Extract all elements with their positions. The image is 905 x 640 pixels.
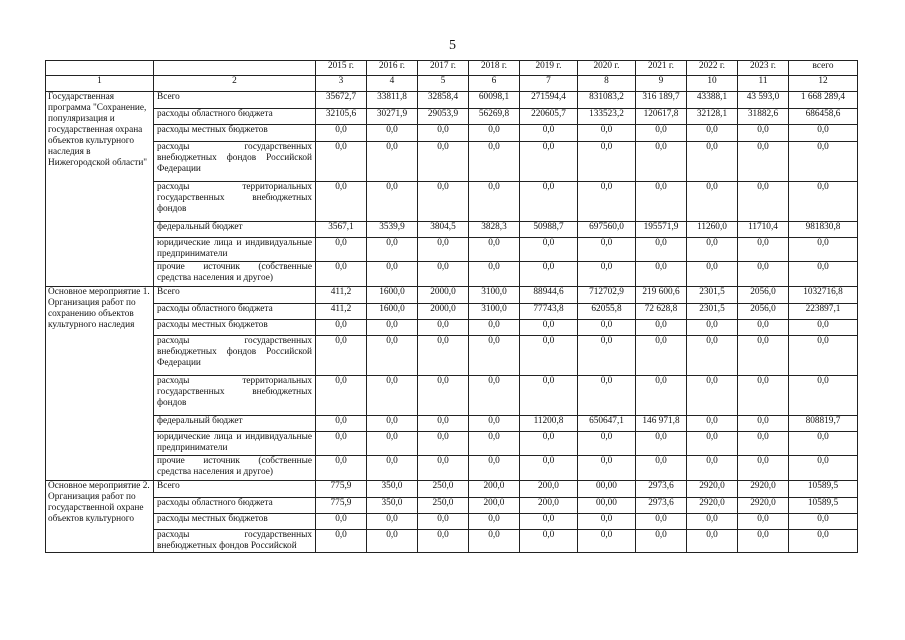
column-number: 9	[636, 76, 687, 92]
total-value-cell: 0,0	[789, 262, 858, 287]
total-value-cell: 686458,6	[789, 109, 858, 125]
value-cell: 0,0	[636, 376, 687, 416]
table-row	[46, 336, 858, 376]
value-cell: 3100,0	[469, 287, 520, 304]
value-cell: 2973,6	[636, 481, 687, 498]
value-cell: 0,0	[738, 530, 789, 553]
value-cell: 712702,9	[578, 287, 636, 304]
column-number: 8	[578, 76, 636, 92]
value-cell: 62055,8	[578, 304, 636, 320]
total-value-cell: 223897,1	[789, 304, 858, 320]
value-cell: 650647,1	[578, 416, 636, 432]
value-cell: 32858,4	[418, 92, 469, 109]
value-cell: 0,0	[520, 142, 578, 182]
value-cell: 0,0	[469, 432, 520, 456]
value-cell: 120617,8	[636, 109, 687, 125]
value-cell: 0,0	[738, 456, 789, 481]
value-cell: 0,0	[520, 514, 578, 530]
table-row	[46, 142, 858, 182]
value-cell: 0,0	[520, 182, 578, 222]
value-cell: 0,0	[367, 530, 418, 553]
value-cell: 0,0	[687, 376, 738, 416]
column-number: 5	[418, 76, 469, 92]
funding-source-label: юридические лица и индивидуальные предприниматели	[154, 238, 316, 262]
value-cell: 0,0	[636, 262, 687, 287]
funding-source-label: расходы местных бюджетов	[154, 320, 316, 336]
value-cell: 0,0	[367, 142, 418, 182]
funding-source-label: федеральный бюджет	[154, 222, 316, 238]
value-cell: 0,0	[316, 336, 367, 376]
value-cell: 0,0	[578, 125, 636, 142]
value-cell: 0,0	[316, 142, 367, 182]
value-cell: 0,0	[738, 182, 789, 222]
value-cell: 0,0	[520, 125, 578, 142]
value-cell: 0,0	[578, 514, 636, 530]
funding-source-label: расходы государственных внебюджетных фондов Российской Федерации	[154, 336, 316, 376]
value-cell: 77743,8	[520, 304, 578, 320]
value-cell: 0,0	[520, 320, 578, 336]
value-cell: 200,0	[469, 498, 520, 514]
value-cell: 250,0	[418, 498, 469, 514]
value-cell: 2973,6	[636, 498, 687, 514]
value-cell: 0,0	[687, 416, 738, 432]
column-number-row	[46, 76, 858, 92]
funding-source-label: расходы государственных внебюджетных фондов Российской	[154, 530, 316, 553]
value-cell: 0,0	[687, 432, 738, 456]
table-row	[46, 222, 858, 238]
value-cell: 0,0	[738, 416, 789, 432]
value-cell: 00,00	[578, 498, 636, 514]
value-cell: 0,0	[636, 530, 687, 553]
total-value-cell: 0,0	[789, 238, 858, 262]
total-value-cell: 0,0	[789, 376, 858, 416]
value-cell: 60098,1	[469, 92, 520, 109]
value-cell: 0,0	[738, 376, 789, 416]
value-cell: 411,2	[316, 287, 367, 304]
value-cell: 0,0	[418, 320, 469, 336]
value-cell: 0,0	[687, 320, 738, 336]
value-cell: 0,0	[469, 320, 520, 336]
table-row	[46, 432, 858, 456]
value-cell: 0,0	[578, 432, 636, 456]
value-cell: 0,0	[636, 182, 687, 222]
value-cell: 271594,4	[520, 92, 578, 109]
program-title-cell: Основное мероприятие 2. Организация работ по государственной охране объектов культурного	[46, 481, 154, 553]
value-cell: 200,0	[469, 481, 520, 498]
value-cell: 0,0	[367, 456, 418, 481]
value-cell: 831083,2	[578, 92, 636, 109]
value-cell: 0,0	[367, 182, 418, 222]
value-cell: 200,0	[520, 498, 578, 514]
value-cell: 0,0	[636, 456, 687, 481]
value-cell: 0,0	[687, 514, 738, 530]
value-cell: 350,0	[367, 481, 418, 498]
funding-source-label: расходы областного бюджета	[154, 304, 316, 320]
funding-source-label: юридические лица и индивидуальные предприниматели	[154, 432, 316, 456]
value-cell: 3100,0	[469, 304, 520, 320]
value-cell: 195571,9	[636, 222, 687, 238]
value-cell: 50988,7	[520, 222, 578, 238]
funding-source-label: расходы территориальных государственных внебюджетных фондов	[154, 182, 316, 222]
total-value-cell: 0,0	[789, 336, 858, 376]
value-cell: 43388,1	[687, 92, 738, 109]
program-title-cell: Основное мероприятие 1. Организация работ по сохранению объектов культурного наследия	[46, 287, 154, 481]
table-row	[46, 125, 858, 142]
value-cell: 0,0	[636, 320, 687, 336]
program-title-cell: Государственная программа "Сохранение, популяризация и государственная охрана объектов культурного наследия в Нижегородской области"	[46, 92, 154, 287]
value-cell: 0,0	[738, 125, 789, 142]
value-cell: 0,0	[316, 262, 367, 287]
value-cell: 2920,0	[738, 498, 789, 514]
header-blank-cell	[154, 61, 316, 76]
value-cell: 0,0	[636, 125, 687, 142]
value-cell: 0,0	[418, 142, 469, 182]
value-cell: 0,0	[520, 432, 578, 456]
value-cell: 56269,8	[469, 109, 520, 125]
value-cell: 11200,8	[520, 416, 578, 432]
year-header: 2020 г.	[578, 61, 636, 76]
funding-source-label: расходы государственных внебюджетных фондов Российской Федерации	[154, 142, 316, 182]
funding-source-label: Всего	[154, 481, 316, 498]
value-cell: 0,0	[687, 262, 738, 287]
table-row	[46, 498, 858, 514]
value-cell: 0,0	[636, 432, 687, 456]
value-cell: 0,0	[418, 262, 469, 287]
value-cell: 0,0	[636, 238, 687, 262]
value-cell: 33811,8	[367, 92, 418, 109]
value-cell: 0,0	[578, 262, 636, 287]
value-cell: 0,0	[738, 142, 789, 182]
value-cell: 0,0	[367, 336, 418, 376]
value-cell: 0,0	[418, 336, 469, 376]
value-cell: 0,0	[578, 336, 636, 376]
value-cell: 2056,0	[738, 304, 789, 320]
value-cell: 0,0	[738, 432, 789, 456]
total-value-cell: 808819,7	[789, 416, 858, 432]
year-header: 2015 г.	[316, 61, 367, 76]
value-cell: 0,0	[636, 336, 687, 376]
value-cell: 0,0	[738, 262, 789, 287]
value-cell: 0,0	[316, 320, 367, 336]
table-row	[46, 481, 858, 498]
value-cell: 0,0	[469, 262, 520, 287]
value-cell: 2000,0	[418, 304, 469, 320]
value-cell: 2000,0	[418, 287, 469, 304]
year-header: 2019 г.	[520, 61, 578, 76]
value-cell: 0,0	[367, 416, 418, 432]
value-cell: 411,2	[316, 304, 367, 320]
value-cell: 0,0	[316, 530, 367, 553]
value-cell: 0,0	[687, 238, 738, 262]
table-row	[46, 376, 858, 416]
table-row	[46, 262, 858, 287]
value-cell: 31882,6	[738, 109, 789, 125]
value-cell: 43 593,0	[738, 92, 789, 109]
table-row	[46, 530, 858, 553]
value-cell: 0,0	[738, 238, 789, 262]
value-cell: 0,0	[418, 432, 469, 456]
value-cell: 0,0	[367, 125, 418, 142]
value-cell: 0,0	[367, 320, 418, 336]
value-cell: 3804,5	[418, 222, 469, 238]
total-value-cell: 0,0	[789, 125, 858, 142]
value-cell: 0,0	[469, 416, 520, 432]
value-cell: 0,0	[418, 376, 469, 416]
value-cell: 1600,0	[367, 304, 418, 320]
table-row	[46, 320, 858, 336]
value-cell: 2920,0	[687, 498, 738, 514]
value-cell: 88944,6	[520, 287, 578, 304]
value-cell: 0,0	[738, 320, 789, 336]
value-cell: 0,0	[687, 182, 738, 222]
value-cell: 2920,0	[738, 481, 789, 498]
value-cell: 11260,0	[687, 222, 738, 238]
page-number: 5	[449, 38, 456, 53]
value-cell: 72 628,8	[636, 304, 687, 320]
value-cell: 0,0	[578, 238, 636, 262]
value-cell: 0,0	[316, 514, 367, 530]
value-cell: 0,0	[578, 182, 636, 222]
value-cell: 0,0	[316, 238, 367, 262]
value-cell: 0,0	[578, 530, 636, 553]
year-header: 2021 г.	[636, 61, 687, 76]
total-value-cell: 1032716,8	[789, 287, 858, 304]
value-cell: 219 600,6	[636, 287, 687, 304]
value-cell: 316 189,7	[636, 92, 687, 109]
value-cell: 220605,7	[520, 109, 578, 125]
value-cell: 200,0	[520, 481, 578, 498]
column-number: 6	[469, 76, 520, 92]
funding-source-label: расходы местных бюджетов	[154, 514, 316, 530]
value-cell: 0,0	[687, 142, 738, 182]
value-cell: 0,0	[418, 125, 469, 142]
value-cell: 0,0	[520, 238, 578, 262]
value-cell: 0,0	[687, 125, 738, 142]
year-header-row	[46, 61, 858, 76]
funding-source-label: Всего	[154, 287, 316, 304]
value-cell: 11710,4	[738, 222, 789, 238]
value-cell: 0,0	[316, 182, 367, 222]
total-value-cell: 10589,5	[789, 498, 858, 514]
year-header: 2018 г.	[469, 61, 520, 76]
value-cell: 00,00	[578, 481, 636, 498]
value-cell: 30271,9	[367, 109, 418, 125]
value-cell: 0,0	[469, 530, 520, 553]
value-cell: 2920,0	[687, 481, 738, 498]
total-value-cell: 0,0	[789, 142, 858, 182]
value-cell: 0,0	[469, 125, 520, 142]
year-header: 2022 г.	[687, 61, 738, 76]
funding-source-label: расходы областного бюджета	[154, 498, 316, 514]
column-number: 3	[316, 76, 367, 92]
total-value-cell: 981830,8	[789, 222, 858, 238]
column-number: 2	[154, 76, 316, 92]
total-value-cell: 0,0	[789, 182, 858, 222]
value-cell: 0,0	[367, 262, 418, 287]
funding-source-label: расходы областного бюджета	[154, 109, 316, 125]
value-cell: 1600,0	[367, 287, 418, 304]
value-cell: 3539,9	[367, 222, 418, 238]
value-cell: 0,0	[418, 416, 469, 432]
value-cell: 0,0	[367, 514, 418, 530]
value-cell: 0,0	[367, 376, 418, 416]
column-number: 10	[687, 76, 738, 92]
value-cell: 0,0	[738, 336, 789, 376]
table-row	[46, 109, 858, 125]
funding-source-label: Всего	[154, 92, 316, 109]
column-number: 1	[46, 76, 154, 92]
value-cell: 0,0	[687, 336, 738, 376]
value-cell: 0,0	[469, 182, 520, 222]
table-row	[46, 456, 858, 481]
value-cell: 29053,9	[418, 109, 469, 125]
funding-source-label: прочие источник (собственные средства населения и другое)	[154, 456, 316, 481]
value-cell: 0,0	[578, 376, 636, 416]
total-value-cell: 0,0	[789, 456, 858, 481]
value-cell: 0,0	[418, 456, 469, 481]
total-value-cell: 10589,5	[789, 481, 858, 498]
value-cell: 0,0	[469, 514, 520, 530]
value-cell: 0,0	[520, 376, 578, 416]
value-cell: 0,0	[316, 125, 367, 142]
value-cell: 0,0	[469, 456, 520, 481]
value-cell: 0,0	[520, 336, 578, 376]
value-cell: 146 971,8	[636, 416, 687, 432]
value-cell: 0,0	[469, 238, 520, 262]
total-value-cell: 0,0	[789, 320, 858, 336]
year-header: 2017 г.	[418, 61, 469, 76]
value-cell: 0,0	[418, 182, 469, 222]
value-cell: 0,0	[469, 336, 520, 376]
column-number: 4	[367, 76, 418, 92]
value-cell: 0,0	[367, 238, 418, 262]
value-cell: 0,0	[578, 320, 636, 336]
value-cell: 0,0	[469, 142, 520, 182]
value-cell: 0,0	[316, 376, 367, 416]
total-header: всего	[789, 61, 858, 76]
value-cell: 697560,0	[578, 222, 636, 238]
value-cell: 3567,1	[316, 222, 367, 238]
year-header: 2016 г.	[367, 61, 418, 76]
value-cell: 0,0	[636, 142, 687, 182]
value-cell: 0,0	[738, 514, 789, 530]
year-header: 2023 г.	[738, 61, 789, 76]
value-cell: 0,0	[469, 376, 520, 416]
table-row	[46, 182, 858, 222]
value-cell: 0,0	[520, 530, 578, 553]
table-row	[46, 304, 858, 320]
value-cell: 0,0	[520, 262, 578, 287]
column-number: 11	[738, 76, 789, 92]
value-cell: 32105,6	[316, 109, 367, 125]
total-value-cell: 0,0	[789, 530, 858, 553]
funding-source-label: федеральный бюджет	[154, 416, 316, 432]
value-cell: 32128,1	[687, 109, 738, 125]
value-cell: 0,0	[687, 530, 738, 553]
value-cell: 2301,5	[687, 304, 738, 320]
value-cell: 0,0	[418, 530, 469, 553]
total-value-cell: 0,0	[789, 432, 858, 456]
table-row	[46, 416, 858, 432]
table-row	[46, 514, 858, 530]
value-cell: 775,9	[316, 481, 367, 498]
total-value-cell: 0,0	[789, 514, 858, 530]
value-cell: 0,0	[578, 456, 636, 481]
funding-source-label: расходы местных бюджетов	[154, 125, 316, 142]
value-cell: 0,0	[316, 416, 367, 432]
table-row	[46, 92, 858, 109]
value-cell: 0,0	[687, 456, 738, 481]
column-number: 12	[789, 76, 858, 92]
value-cell: 133523,2	[578, 109, 636, 125]
column-number: 7	[520, 76, 578, 92]
value-cell: 0,0	[418, 514, 469, 530]
table-row	[46, 287, 858, 304]
value-cell: 0,0	[418, 238, 469, 262]
value-cell: 3828,3	[469, 222, 520, 238]
value-cell: 350,0	[367, 498, 418, 514]
budget-table	[45, 60, 858, 553]
value-cell: 0,0	[367, 432, 418, 456]
total-value-cell: 1 668 289,4	[789, 92, 858, 109]
value-cell: 250,0	[418, 481, 469, 498]
value-cell: 2301,5	[687, 287, 738, 304]
value-cell: 2056,0	[738, 287, 789, 304]
value-cell: 775,9	[316, 498, 367, 514]
value-cell: 0,0	[316, 456, 367, 481]
value-cell: 0,0	[636, 514, 687, 530]
funding-source-label: прочие источник (собственные средства населения и другое)	[154, 262, 316, 287]
value-cell: 0,0	[578, 142, 636, 182]
header-blank-cell	[46, 61, 154, 76]
table-row	[46, 238, 858, 262]
value-cell: 35672,7	[316, 92, 367, 109]
value-cell: 0,0	[520, 456, 578, 481]
value-cell: 0,0	[316, 432, 367, 456]
funding-source-label: расходы территориальных государственных внебюджетных фондов	[154, 376, 316, 416]
